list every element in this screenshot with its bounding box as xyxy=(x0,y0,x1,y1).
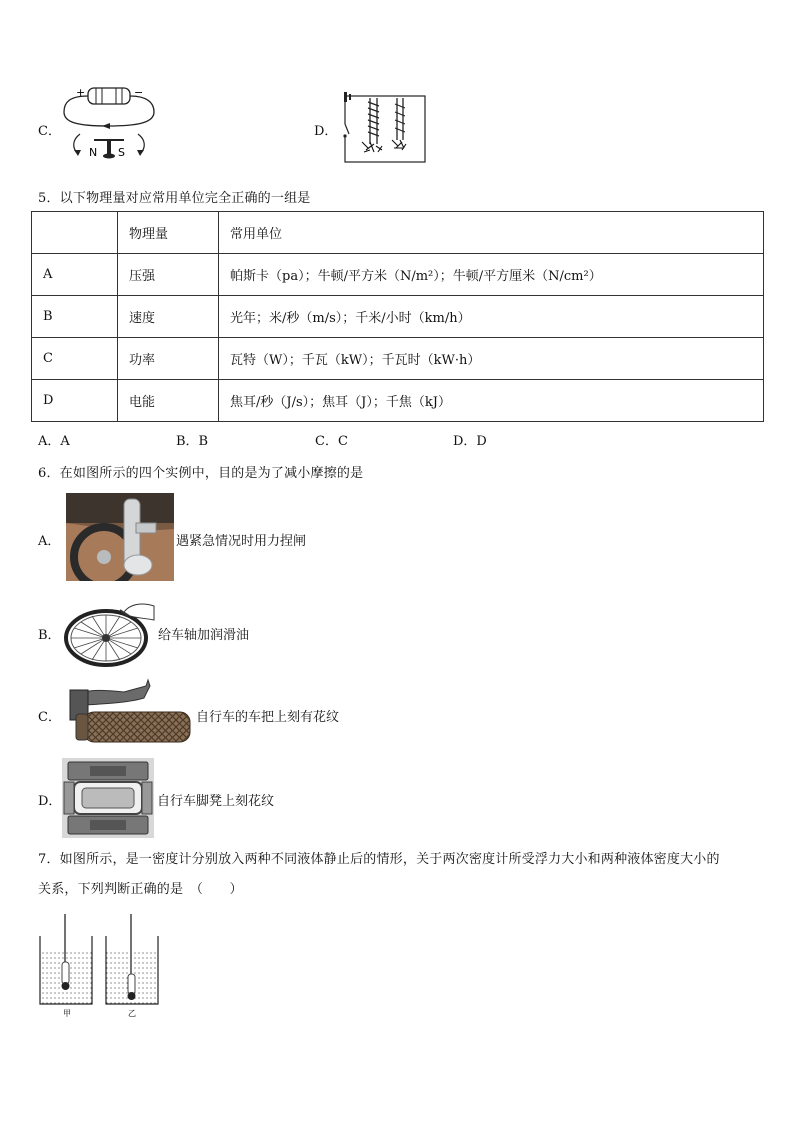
row-quantity: 速度 xyxy=(118,296,219,338)
row-quantity: 功率 xyxy=(118,338,219,380)
table-header-row xyxy=(32,212,764,254)
beaker-label-jia: 甲 xyxy=(63,1009,71,1018)
q6-option-a-label[interactable]: A． xyxy=(38,534,61,549)
q4-north-label: N xyxy=(89,146,98,159)
row-units: 帕斯卡（pa）；牛顿/平方米（N/m²）；牛顿/平方厘米（N/cm²） xyxy=(219,254,764,296)
q6-option-b-text: 给车轴加润滑油 xyxy=(158,628,250,643)
q6-option-d-text: 自行车脚凳上刻花纹 xyxy=(157,794,275,809)
q6-option-d-label[interactable]: D． xyxy=(38,794,62,809)
table-row xyxy=(32,380,764,422)
q4-option-c-label: C． xyxy=(38,124,61,139)
q4-minus-sign: − xyxy=(134,86,144,99)
q6-stem: 6．在如图所示的四个实例中，目的是为了减小摩擦的是 xyxy=(38,466,364,481)
q7-stem-line-2: 关系，下列判断正确的是 （ ） xyxy=(38,882,243,897)
hydrometer-beakers-figure xyxy=(34,912,164,1020)
q5-answer-options xyxy=(0,430,794,448)
header-cell-quantity: 物理量 xyxy=(118,212,219,254)
row-units: 光年；米/秒（m/s）；千米/小时（km/h） xyxy=(219,296,764,338)
row-units: 瓦特（W）；千瓦（kW）；千瓦时（kW·h） xyxy=(219,338,764,380)
q5-option-c[interactable]: C．C xyxy=(315,434,348,449)
q6-option-c-label[interactable]: C． xyxy=(38,710,61,725)
q5-stem: 5．以下物理量对应常用单位完全正确的一组是 xyxy=(38,191,311,206)
q6-option-a-text: 遇紧急情况时用力捏闸 xyxy=(176,534,307,549)
row-units: 焦耳/秒（J/s）；焦耳（J）；千焦（kJ） xyxy=(219,380,764,422)
q4-solenoid-compass-figure xyxy=(58,82,168,164)
q5-option-b[interactable]: B．B xyxy=(176,434,209,449)
row-quantity: 电能 xyxy=(118,380,219,422)
table-row xyxy=(32,296,764,338)
q6-option-b-label[interactable]: B． xyxy=(38,628,61,643)
row-quantity: 压强 xyxy=(118,254,219,296)
table-row xyxy=(32,338,764,380)
header-cell-units: 常用单位 xyxy=(219,212,764,254)
table-row xyxy=(32,254,764,296)
units-table xyxy=(31,211,764,422)
row-label: A xyxy=(32,254,118,296)
pedal-photo xyxy=(62,758,154,838)
row-label: B xyxy=(32,296,118,338)
header-cell xyxy=(32,212,118,254)
brake-lever-photo xyxy=(66,493,174,581)
row-label: C xyxy=(32,338,118,380)
q7-stem-line-1: 7．如图所示，是一密度计分别放入两种不同液体静止后的情形，关于两次密度计所受浮力大小和两种液体密度大小的 xyxy=(38,852,720,867)
q4-south-label: S xyxy=(118,146,125,159)
wheel-oiling-photo xyxy=(64,598,156,670)
q4-plus-sign: + xyxy=(76,86,86,99)
q4-option-d-label: D． xyxy=(314,124,338,139)
q5-option-d[interactable]: D．D xyxy=(453,434,487,449)
q4-electromagnet-figure xyxy=(340,90,428,166)
q6-option-c-text: 自行车的车把上刻有花纹 xyxy=(196,710,340,725)
beaker-label-yi: 乙 xyxy=(128,1009,136,1018)
handlebar-grip-photo xyxy=(64,678,192,748)
q5-option-a[interactable]: A．A xyxy=(38,434,70,449)
row-label: D xyxy=(32,380,118,422)
